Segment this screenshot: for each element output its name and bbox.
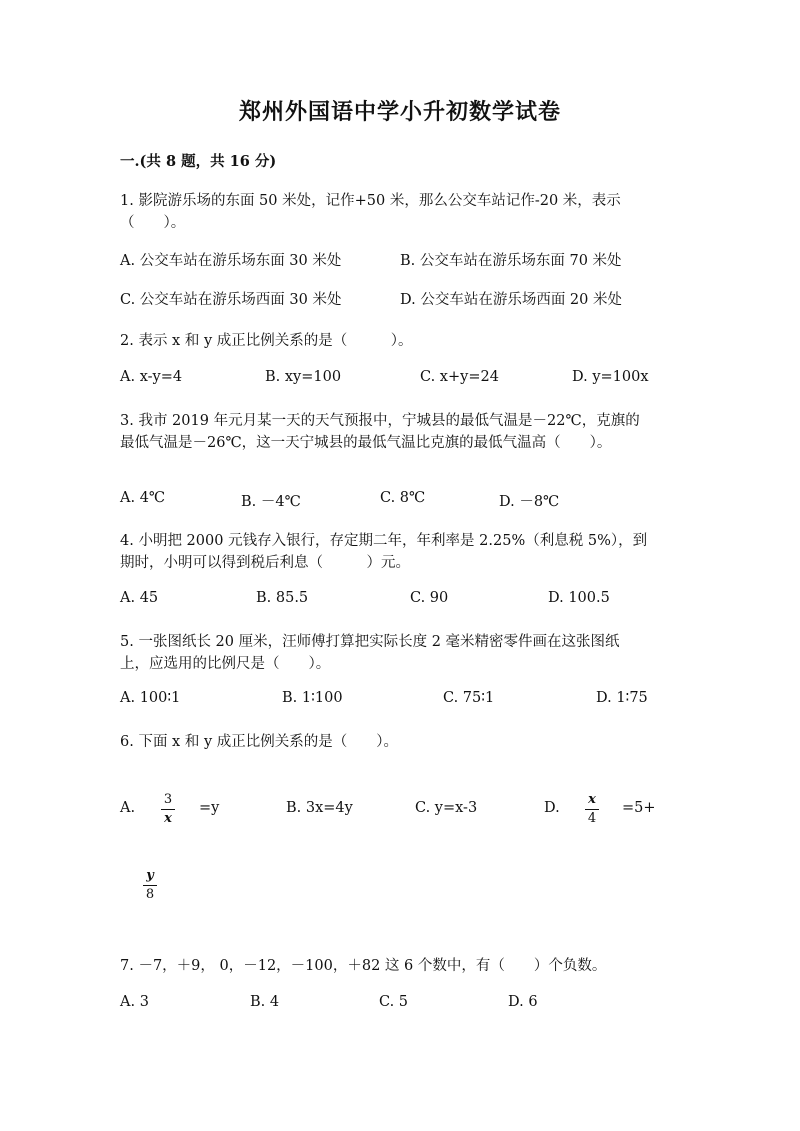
option-a: A. 45 xyxy=(120,590,159,606)
fraction-y-over-8 xyxy=(143,868,157,903)
fraction-denominator: 8 xyxy=(145,887,155,902)
fraction-bar xyxy=(161,809,175,810)
option-a: A. 4℃ xyxy=(120,490,166,506)
option-a: A. 3 xyxy=(120,994,149,1010)
option-c: C. 公交车站在游乐场西面 30 米处 xyxy=(120,292,342,308)
page-title: 郑州外国语中学小升初数学试卷 xyxy=(238,99,561,125)
option-a: A. 公交车站在游乐场东面 30 米处 xyxy=(120,253,342,269)
option-d: D. 6 xyxy=(508,994,538,1010)
option-b: B. －4℃ xyxy=(241,494,301,510)
question-stem: 1. 影院游乐场的东面 50 米处，记作+50 米，那么公交车站记作-20 米，表示 xyxy=(120,193,621,209)
option-c: C. y=x-3 xyxy=(415,800,478,816)
question-stem: 7. －7，＋9， 0，－12，－100，＋82 这 6 个数中，有（ ）个负数。 xyxy=(120,958,607,974)
option-a-tail: =y xyxy=(199,800,220,816)
fraction-numerator: x xyxy=(588,792,596,807)
fraction-denominator: x xyxy=(164,811,172,826)
question-stem: 最低气温是－26℃，这一天宁城县的最低气温比克旗的最低气温高（ ）。 xyxy=(120,435,612,451)
option-b: B. 公交车站在游乐场东面 70 米处 xyxy=(400,253,622,269)
option-b: B. 85.5 xyxy=(256,590,309,606)
option-c: C. 75∶1 xyxy=(443,690,495,706)
fraction-3-over-x xyxy=(161,792,175,827)
option-c: C. 90 xyxy=(410,590,449,606)
fraction-denominator: 4 xyxy=(587,811,597,826)
fraction-numerator: 3 xyxy=(163,792,173,807)
question-stem: 2. 表示 x 和 y 成正比例关系的是（ ）。 xyxy=(120,333,413,349)
option-b: B. 4 xyxy=(250,994,280,1010)
fraction-bar xyxy=(143,885,157,886)
option-d: D. 1∶75 xyxy=(596,690,648,706)
option-b: B. 1∶100 xyxy=(282,690,343,706)
option-b: B. xy=100 xyxy=(265,369,342,385)
question-stem: 5. 一张图纸长 20 厘米，汪师傅打算把实际长度 2 毫米精密零件画在这张图纸 xyxy=(120,634,620,650)
option-d-tail: =5+ xyxy=(622,800,656,816)
question-stem: 期时，小明可以得到税后利息（ ）元。 xyxy=(120,555,410,571)
option-a: A. 100∶1 xyxy=(120,690,181,706)
option-c: C. x+y=24 xyxy=(420,369,499,385)
option-d: D. y=100x xyxy=(572,369,649,385)
option-d: D. 100.5 xyxy=(548,590,610,606)
section-heading: 一.(共 8 题，共 16 分) xyxy=(120,153,277,170)
question-stem: 6. 下面 x 和 y 成正比例关系的是（ ）。 xyxy=(120,734,398,750)
option-a-label: A. xyxy=(120,800,136,816)
option-d: D. －8℃ xyxy=(499,494,560,510)
fraction-numerator: y xyxy=(146,868,154,883)
option-b: B. 3x=4y xyxy=(286,800,353,816)
option-a: A. x-y=4 xyxy=(120,369,183,385)
fraction-bar xyxy=(585,809,599,810)
fraction-x-over-4 xyxy=(585,792,599,827)
question-stem: （ ）。 xyxy=(120,215,186,231)
option-d: D. 公交车站在游乐场西面 20 米处 xyxy=(400,292,622,308)
question-stem: 上，应选用的比例尺是（ ）。 xyxy=(120,656,331,672)
option-c: C. 5 xyxy=(379,994,409,1010)
option-c: C. 8℃ xyxy=(380,490,426,506)
question-stem: 3. 我市 2019 年元月某一天的天气预报中，宁城县的最低气温是－22℃，克旗的 xyxy=(120,413,640,429)
option-d-label: D. xyxy=(544,800,560,816)
question-stem: 4. 小明把 2000 元钱存入银行，存定期二年，年利率是 2.25%（利息税 5%），到 xyxy=(120,533,648,549)
